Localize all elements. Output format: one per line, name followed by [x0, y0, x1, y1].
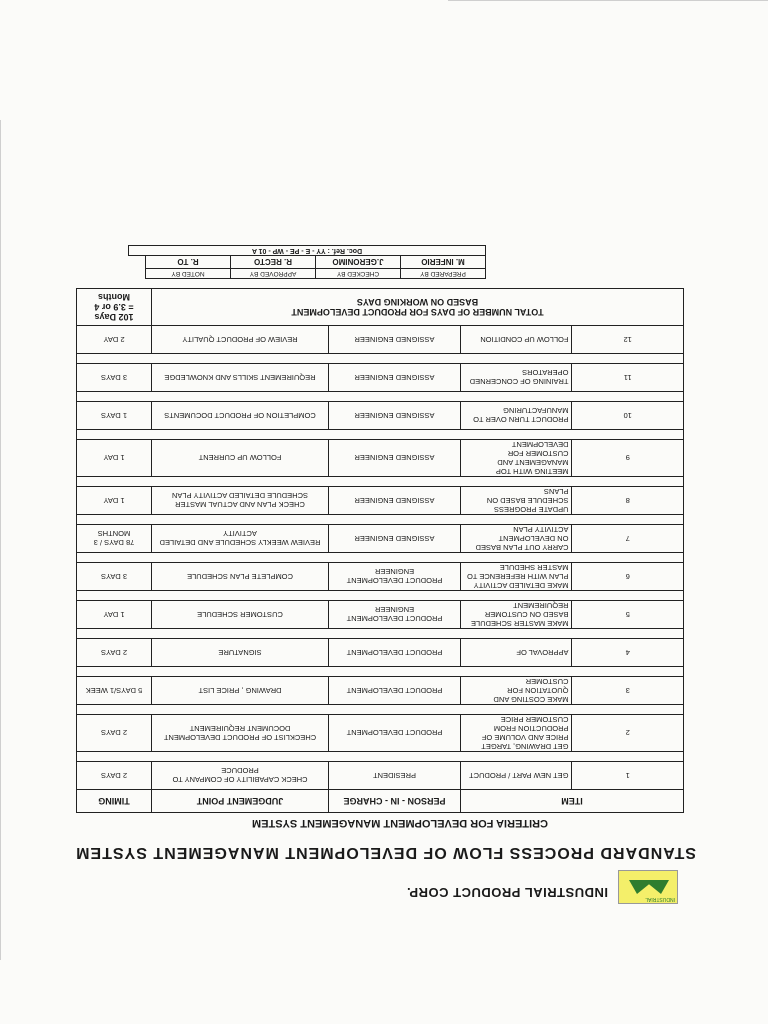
- row-judgement: FOLLOW UP CURRENT: [152, 440, 329, 477]
- company-name: INDUSTRIAL PRODUCT CORP.: [406, 885, 608, 900]
- row-divider: [77, 392, 684, 402]
- row-person: ASSIGNED ENGINEER: [329, 402, 461, 430]
- row-person: ASSIGNED ENGINEER: [329, 525, 461, 553]
- scan-edge-line: [0, 120, 1, 960]
- logo-mark-icon: [629, 880, 669, 894]
- row-timing: 1 DAY: [77, 440, 152, 477]
- row-divider-cell: [77, 392, 684, 402]
- total-label: [152, 289, 684, 326]
- total-row: [77, 289, 684, 326]
- table-row: [77, 525, 684, 553]
- total-label-line: BASED ON WORKING DAYS: [356, 297, 479, 307]
- row-judgement: REVIEW WEEKLY SCHEDULE AND DETAILED ACTIVITY: [152, 525, 329, 553]
- document-subtitle: CRITERIA FOR DEVELOPMENT MANAGEMENT SYSTEM: [252, 817, 548, 829]
- row-number: 11: [572, 364, 684, 392]
- row-judgement: CHECK CAPABILITY OF COMPANY TO PRODUCE: [152, 762, 329, 790]
- sig-role: APPROVED BY: [231, 269, 316, 279]
- row-divider: [77, 591, 684, 601]
- sig-role: PREPARED BY: [401, 269, 486, 279]
- row-item: MAKE COSTING AND QUOTATION FOR CUSTOMER: [461, 677, 573, 705]
- row-divider: [77, 667, 684, 677]
- total-timing-line: Months: [98, 292, 130, 302]
- row-timing: 78 DAYS / 3 MONTHS: [77, 525, 152, 553]
- row-item: FOLLOW UP CONDITION: [461, 326, 573, 354]
- row-number: 9: [572, 440, 684, 477]
- row-person: ASSIGNED ENGINEER: [329, 364, 461, 392]
- row-divider: [77, 705, 684, 715]
- criteria-table: [76, 288, 684, 813]
- row-number: 5: [572, 601, 684, 629]
- row-number: 4: [572, 639, 684, 667]
- row-item: PRODUCT TURN OVER TO MANUFACTURING: [461, 402, 573, 430]
- row-number: 1: [572, 762, 684, 790]
- row-item: MAKE DETAILED ACTIVITY PLAN WITH REFERENCE TO MASTER SHEDULE: [461, 563, 573, 591]
- row-timing: 2 DAYS: [77, 639, 152, 667]
- row-divider-cell: [77, 667, 684, 677]
- row-divider-cell: [77, 752, 684, 762]
- row-divider-cell: [77, 553, 684, 563]
- row-number: 10: [572, 402, 684, 430]
- column-header-person: PERSON - IN - CHARGE: [329, 790, 461, 813]
- row-divider: [77, 752, 684, 762]
- row-item: GET NEW PART / PRODUCT: [461, 762, 573, 790]
- row-person: PRODUCT DEVELOPMENT ENGINEER: [329, 601, 461, 629]
- total-label-line: TOTAL NUMBER OF DAYS FOR PRODUCT DEVELOPMENT: [291, 307, 544, 317]
- row-judgement: CUSTOMER SCHEDULE: [152, 601, 329, 629]
- total-timing: [77, 289, 152, 326]
- row-person: PRESIDENT: [329, 762, 461, 790]
- table-row: [77, 601, 684, 629]
- row-timing: 3 DAYS: [77, 364, 152, 392]
- sig-role: NOTED BY: [146, 269, 231, 279]
- row-timing: 1 DAY: [77, 601, 152, 629]
- row-item: UPDATE PROGRESS SCHEDULE BASED ON PLANS: [461, 487, 573, 515]
- row-timing: 2 DAYS: [77, 762, 152, 790]
- sig-name: M. INFERIO: [401, 256, 486, 269]
- row-judgement: SIGNATURE: [152, 639, 329, 667]
- row-person: PRODUCT DEVELOPMENT: [329, 715, 461, 752]
- table-row: [77, 677, 684, 705]
- row-divider: [77, 430, 684, 440]
- row-divider-cell: [77, 515, 684, 525]
- row-item: APPROVAL OF: [461, 639, 573, 667]
- table-header-row: [77, 790, 684, 813]
- row-timing: 1 DAYS: [77, 402, 152, 430]
- row-timing: 1 DAY: [77, 487, 152, 515]
- row-divider-cell: [77, 705, 684, 715]
- table-row: [77, 402, 684, 430]
- row-person: PRODUCT DEVELOPMENT: [329, 639, 461, 667]
- row-divider: [77, 354, 684, 364]
- row-item: TRAINING OF CONCERNED OPERATORS: [461, 364, 573, 392]
- row-number: 3: [572, 677, 684, 705]
- row-timing: 2 DAYS: [77, 715, 152, 752]
- document-title: STANDARD PROCESS FLOW OF DEVELOPMENT MANAGEMENT SYSTEM: [75, 844, 696, 861]
- row-divider-cell: [77, 354, 684, 364]
- row-judgement: CHECK PLAN AND ACTUAL MASTER SCHEDULE DETAILED ACTIVITY PLAN: [152, 487, 329, 515]
- table-row: [77, 440, 684, 477]
- row-person: PRODUCT DEVELOPMENT: [329, 677, 461, 705]
- row-person: PRODUCT DEVELOPMENT ENGINEER: [329, 563, 461, 591]
- row-timing: 5 DAYS/1 WEEK: [77, 677, 152, 705]
- total-timing-line: = 3.9 or 4: [94, 302, 134, 312]
- row-divider: [77, 477, 684, 487]
- row-person: ASSIGNED ENGINEER: [329, 487, 461, 515]
- sig-name: R. TO: [146, 256, 231, 269]
- row-divider: [77, 515, 684, 525]
- row-judgement: COMPLETION OF PRODUCT DOCUMENTS: [152, 402, 329, 430]
- row-number: 6: [572, 563, 684, 591]
- column-header-judgement: JUDGEMENT POINT: [152, 790, 329, 813]
- table-row: [77, 326, 684, 354]
- table-row: [77, 639, 684, 667]
- table-row: [77, 487, 684, 515]
- row-divider: [77, 629, 684, 639]
- row-judgement: REQUIREMENT SKILLS AND KNOWLEDGE: [152, 364, 329, 392]
- row-person: ASSIGNED ENGINEER: [329, 440, 461, 477]
- column-header-item: ITEM: [461, 790, 684, 813]
- sig-role: CHECKED BY: [316, 269, 401, 279]
- row-item: GET DRAWING, TARGET PRICE AND VOLUME OF PRODUCTION FROM CUSTOMER PRICE: [461, 715, 573, 752]
- row-divider-cell: [77, 430, 684, 440]
- row-judgement: COMPLETE PLAN SCHEDULE: [152, 563, 329, 591]
- logo-text: INDUSTRIAL: [645, 896, 675, 902]
- row-item: CARRY OUT PLAN BASED ON DEVELOPMENT ACTIVITY PLAN: [461, 525, 573, 553]
- table-row: [77, 364, 684, 392]
- row-divider-cell: [77, 591, 684, 601]
- sig-name: R. RECTO: [231, 256, 316, 269]
- row-timing: 3 DAYS: [77, 563, 152, 591]
- signature-block: [145, 255, 486, 279]
- document-reference: Doc. Ref. : YY - E - PE - WP - 01 A: [128, 245, 486, 256]
- row-item: MEETING WITH TOP MANAGEMENT AND CUSTOMER FOR DEVELOPMENT: [461, 440, 573, 477]
- column-header-timing: TIMING: [77, 790, 152, 813]
- row-person: ASSIGNED ENGINEER: [329, 326, 461, 354]
- table-row: [77, 762, 684, 790]
- row-timing: 2 DAY: [77, 326, 152, 354]
- row-divider: [77, 553, 684, 563]
- table-row: [77, 715, 684, 752]
- scan-edge-line: [448, 0, 768, 1]
- row-number: 7: [572, 525, 684, 553]
- row-divider-cell: [77, 629, 684, 639]
- row-judgement: REVIEW OF PRODUCT QUALITY: [152, 326, 329, 354]
- table-row: [77, 563, 684, 591]
- sig-name: J.GERONIMO: [316, 256, 401, 269]
- row-number: 12: [572, 326, 684, 354]
- row-divider-cell: [77, 477, 684, 487]
- row-number: 2: [572, 715, 684, 752]
- row-number: 8: [572, 487, 684, 515]
- row-judgement: DRAWING , PRICE LIST: [152, 677, 329, 705]
- row-item: MAKE MASTER SCHEDULE BASED ON CUSTOMER REQUIREMENT: [461, 601, 573, 629]
- company-logo: [618, 870, 678, 904]
- row-judgement: CHECKLIST OF PRODUCT DEVELOPMENT DOCUMENT REQUIREMENT: [152, 715, 329, 752]
- total-timing-line: 102 Days: [94, 312, 134, 322]
